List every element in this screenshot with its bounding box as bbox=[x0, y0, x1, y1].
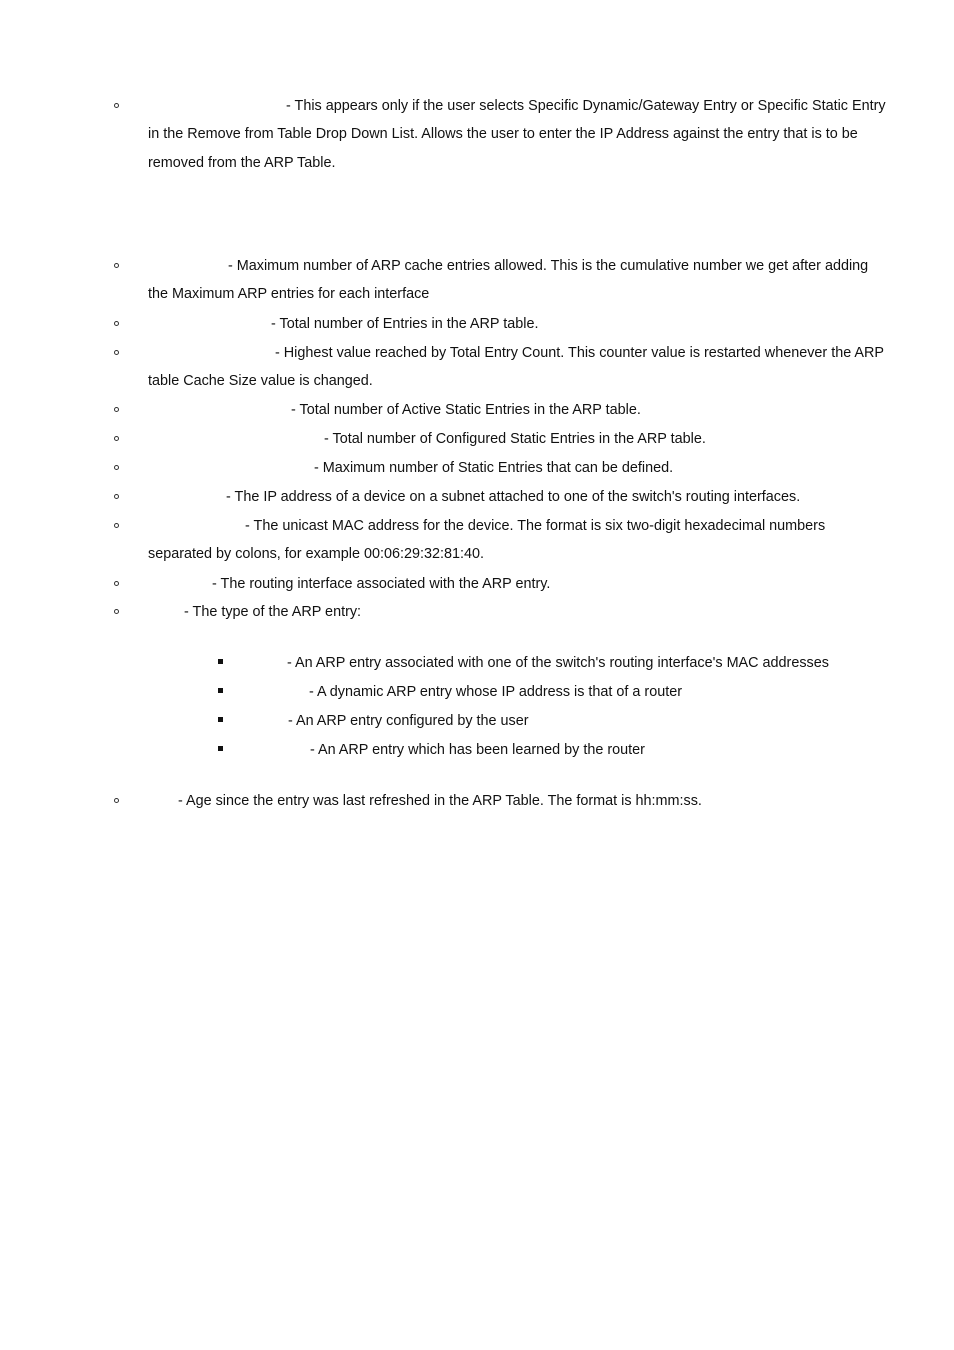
ip-address-desc-line-1: - This appears only if the user selects Specific Dynamic/Gateway Entry or Specific Static Entry bbox=[286, 98, 886, 114]
bullet-circle bbox=[114, 103, 119, 108]
bullet-circle bbox=[114, 436, 119, 441]
bullet-circle bbox=[114, 465, 119, 470]
mac-address-desc-line-2: separated by colons, for example 00:06:29:32:81:40. bbox=[148, 546, 485, 562]
max-entries-desc-line-2: the Maximum ARP entries for each interface bbox=[148, 286, 430, 302]
peak-entry-count-desc-line-2: table Cache Size value is changed. bbox=[148, 373, 373, 389]
total-entry-count-desc: - Total number of Entries in the ARP table. bbox=[271, 316, 539, 332]
ip-address-desc-line-3: removed from the ARP Table. bbox=[148, 155, 336, 171]
bullet-circle bbox=[114, 609, 119, 614]
type-option-local: - An ARP entry associated with one of the switch's routing interface's MAC addresses bbox=[287, 655, 829, 671]
configured-static-entries-desc: - Total number of Configured Static Entries in the ARP table. bbox=[324, 431, 706, 447]
interface-desc: - The routing interface associated with the ARP entry. bbox=[212, 576, 551, 592]
type-option-gateway: - A dynamic ARP entry whose IP address is that of a router bbox=[309, 684, 683, 700]
active-static-entries-desc: - Total number of Active Static Entries in the ARP table. bbox=[291, 402, 641, 418]
ip-address-desc-line-2: in the Remove from Table Drop Down List. Allows the user to enter the IP Address against the entry that is to be bbox=[148, 126, 858, 142]
bullet-square bbox=[218, 746, 223, 751]
mac-address-desc-line-1: - The unicast MAC address for the device. The format is six two-digit hexadecimal numbers bbox=[245, 518, 826, 534]
peak-entry-count-desc-line-1: - Highest value reached by Total Entry Count. This counter value is restarted whenever the ARP bbox=[275, 345, 884, 361]
bullet-circle bbox=[114, 494, 119, 499]
bullet-circle bbox=[114, 798, 119, 803]
bullet-square bbox=[218, 688, 223, 693]
type-option-dynamic: - An ARP entry which has been learned by the router bbox=[310, 742, 645, 758]
bullet-circle bbox=[114, 523, 119, 528]
bullet-circle bbox=[114, 321, 119, 326]
bullet-circle bbox=[114, 350, 119, 355]
ip-address-column-desc: - The IP address of a device on a subnet attached to one of the switch's routing interfaces. bbox=[226, 489, 801, 505]
bullet-square bbox=[218, 659, 223, 664]
type-option-static: - An ARP entry configured by the user bbox=[288, 713, 529, 729]
age-desc: - Age since the entry was last refreshed in the ARP Table. The format is hh:mm:ss. bbox=[178, 793, 702, 809]
bullet-square bbox=[218, 717, 223, 722]
bullet-circle bbox=[114, 263, 119, 268]
type-desc: - The type of the ARP entry: bbox=[184, 604, 362, 620]
bullet-circle bbox=[114, 581, 119, 586]
max-entries-desc-line-1: - Maximum number of ARP cache entries allowed. This is the cumulative number we get after adding bbox=[228, 258, 869, 274]
max-static-entries-desc: - Maximum number of Static Entries that can be defined. bbox=[314, 460, 674, 476]
bullet-circle bbox=[114, 407, 119, 412]
